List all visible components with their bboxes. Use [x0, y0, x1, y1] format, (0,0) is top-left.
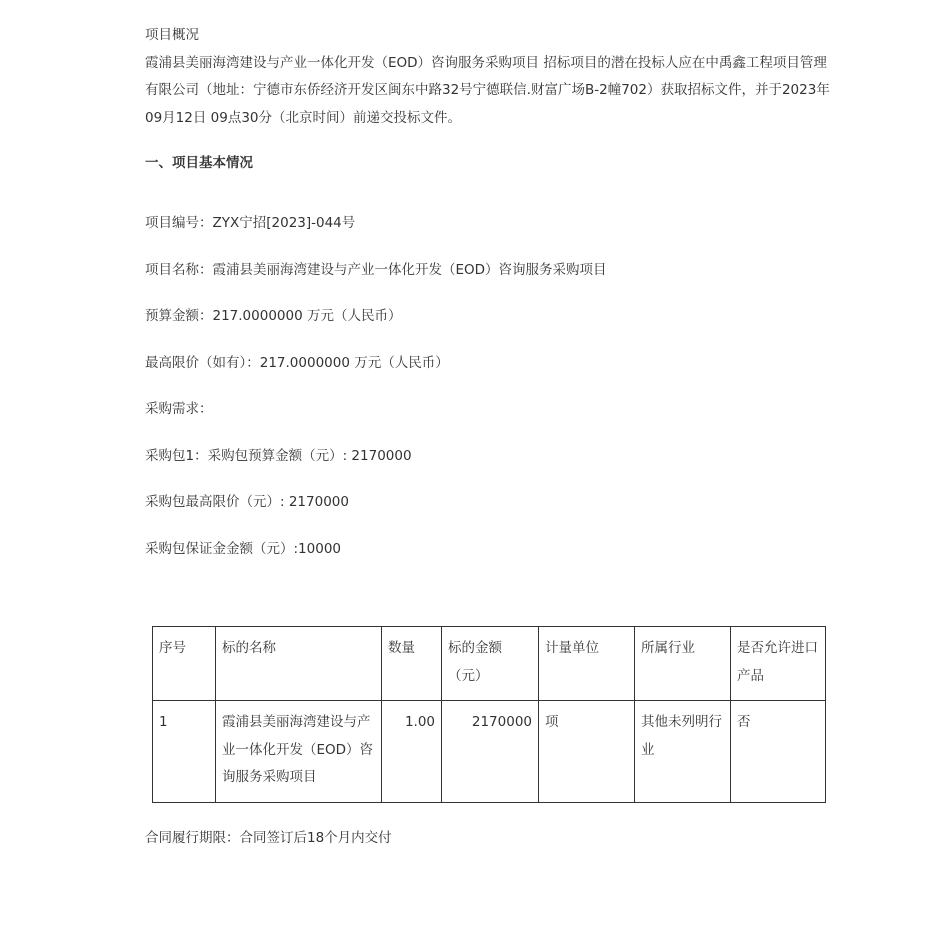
table-cell: 1.00 — [382, 701, 442, 803]
bid-items-table — [152, 626, 826, 803]
table-header-row — [153, 627, 826, 701]
overview-title: 项目概况 — [145, 27, 199, 43]
table-header-cell: 数量 — [382, 627, 442, 701]
table-cell: 否 — [731, 701, 826, 803]
table-cell: 1 — [153, 701, 216, 803]
table-cell: 霞浦县美丽海湾建设与产业一体化开发（EOD）咨询服务采购项目 — [216, 701, 382, 803]
package-deposit: 采购包保证金金额（元）:10000 — [145, 540, 341, 557]
section-heading: 一、项目基本情况 — [145, 155, 253, 171]
table-header-cell: 是否允许进口产品 — [731, 627, 826, 701]
overview-paragraph: 霞浦县美丽海湾建设与产业一体化开发（EOD）咨询服务采购项目 招标项目的潜在投标人应在中禹鑫工程项目管理有限公司（地址：宁德市东侨经济开发区闽东中路32号宁德联信.财富广场B-2幢702）获取招标文件，并于2023年09月12日 09点30分（北京时间）前递交投标文件。 — [145, 54, 830, 126]
table-header-cell: 计量单位 — [539, 627, 635, 701]
package-budget: 采购包1：采购包预算金额（元）: 2170000 — [145, 447, 412, 464]
budget-amount: 预算金额：217.0000000 万元（人民币） — [145, 308, 402, 324]
table-header-cell: 标的名称 — [216, 627, 382, 701]
table-cell: 2170000 — [442, 701, 539, 803]
table-cell: 项 — [539, 701, 635, 803]
max-price: 最高限价（如有）：217.0000000 万元（人民币） — [145, 354, 449, 371]
table-cell: 其他未列明行业 — [635, 701, 731, 803]
table-header-cell: 所属行业 — [635, 627, 731, 701]
table-header-cell: 序号 — [153, 627, 216, 701]
document-body — [145, 22, 835, 866]
table-row — [153, 701, 826, 803]
procurement-requirement: 采购需求： — [145, 401, 213, 417]
project-number: 项目编号：ZYX宁招[2023]-044号 — [145, 215, 356, 231]
project-name: 项目名称：霞浦县美丽海湾建设与产业一体化开发（EOD）咨询服务采购项目 — [145, 261, 607, 278]
package-max-price: 采购包最高限价（元）: 2170000 — [145, 494, 349, 510]
contract-period: 合同履行期限：合同签订后18个月内交付 — [145, 829, 392, 846]
table-header-cell: 标的金额（元） — [442, 627, 539, 701]
